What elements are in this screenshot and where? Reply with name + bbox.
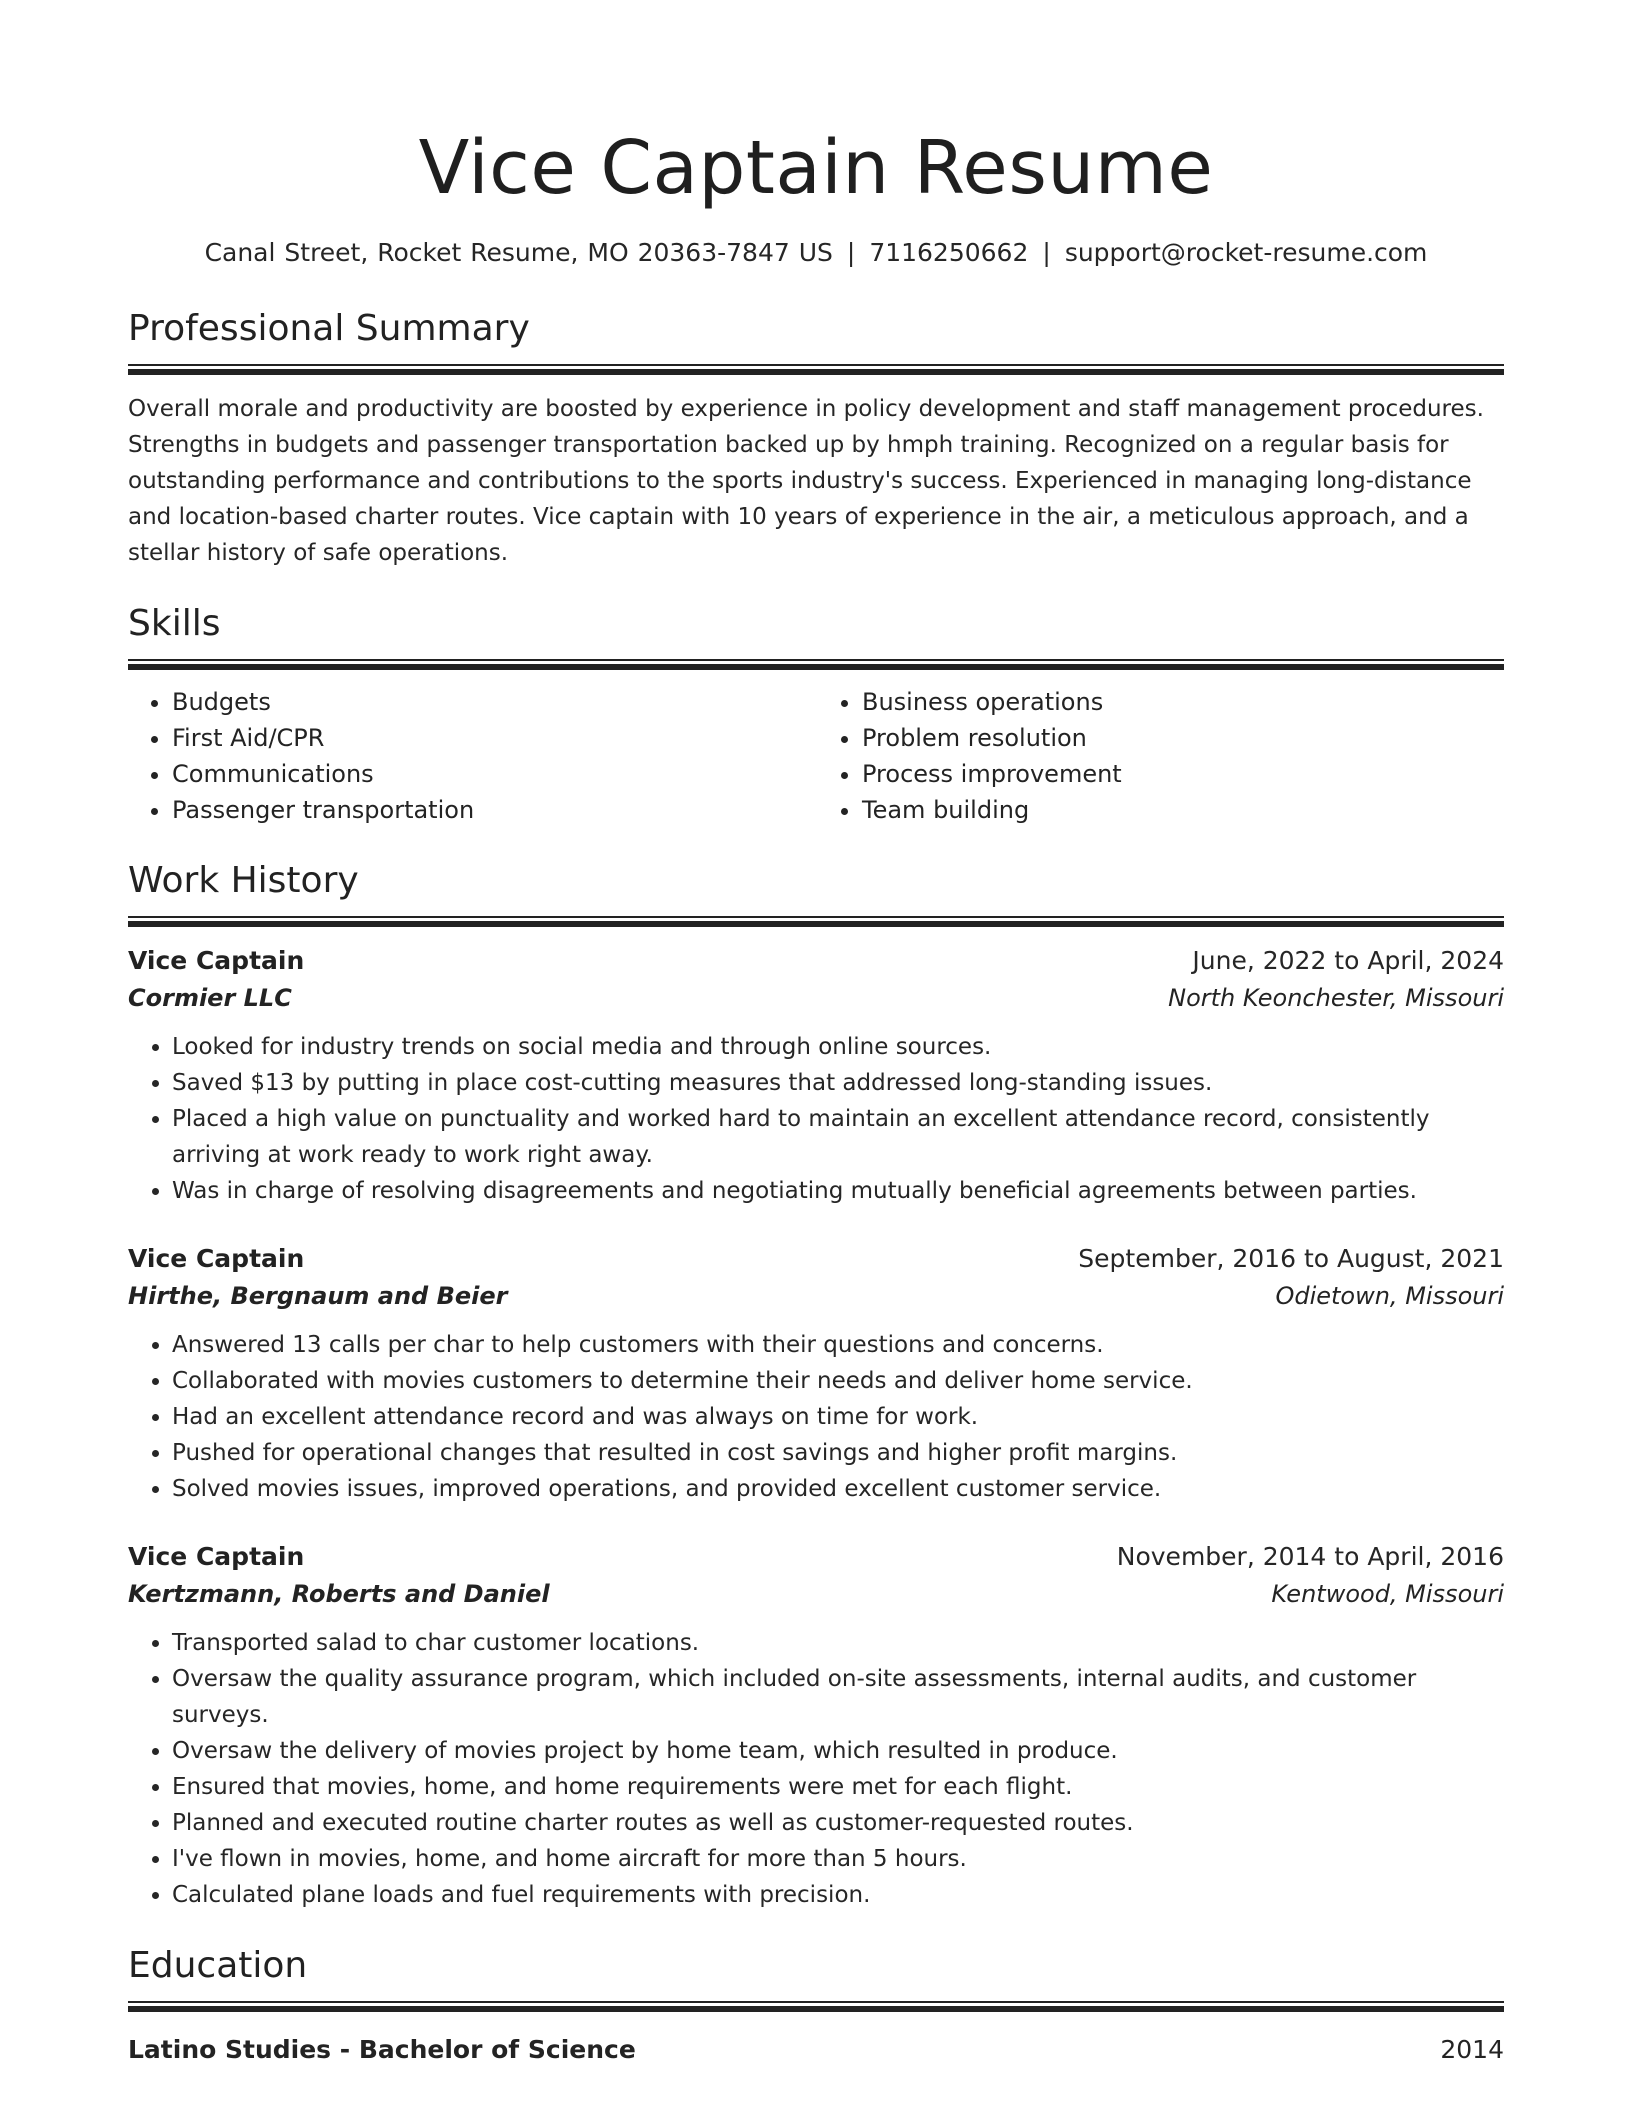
skill-item: • Business operations bbox=[862, 684, 1504, 720]
job-bullet: • Planned and executed routine charter routes as well as customer-requested routes. bbox=[172, 1805, 1504, 1841]
job-subheader bbox=[128, 979, 1504, 1017]
education-year: 2014 bbox=[1440, 2035, 1504, 2064]
job-bullet: • Solved movies issues, improved operations, and provided excellent customer service. bbox=[172, 1471, 1504, 1507]
job-bullet: • Oversaw the delivery of movies project by home team, which resulted in produce. bbox=[172, 1733, 1504, 1769]
skills-grid bbox=[128, 684, 1504, 828]
job-bullet: • Ensured that movies, home, and home requirements were met for each flight. bbox=[172, 1769, 1504, 1805]
job-bullet: • Pushed for operational changes that resulted in cost savings and higher profit margins. bbox=[172, 1435, 1504, 1471]
job-bullet: • Was in charge of resolving disagreements and negotiating mutually beneficial agreements between parties. bbox=[172, 1173, 1504, 1209]
section-skills bbox=[128, 601, 1504, 828]
job-title: Vice Captain bbox=[128, 1244, 305, 1273]
contact-separator: | bbox=[1042, 238, 1051, 267]
section-divider bbox=[128, 364, 1504, 375]
job-header bbox=[128, 1241, 1504, 1277]
skills-column-left bbox=[128, 684, 814, 828]
education-degree: Latino Studies - Bachelor of Science bbox=[128, 2035, 636, 2064]
job-location: North Keonchester, Missouri bbox=[1168, 984, 1504, 1012]
skills-column-right bbox=[814, 684, 1504, 828]
job-bullet: • Saved $13 by putting in place cost-cutting measures that addressed long-standing issues. bbox=[172, 1065, 1504, 1101]
job-bullet: • Answered 13 calls per char to help customers with their questions and concerns. bbox=[172, 1327, 1504, 1363]
skill-item: • Team building bbox=[862, 792, 1504, 828]
job-location: Kentwood, Missouri bbox=[1271, 1580, 1504, 1608]
job-entry bbox=[128, 943, 1504, 1209]
section-work-history bbox=[128, 858, 1504, 1913]
job-bullets bbox=[128, 1625, 1504, 1913]
education-entry bbox=[128, 2032, 1504, 2068]
skill-item: • Problem resolution bbox=[862, 720, 1504, 756]
section-summary bbox=[128, 306, 1504, 571]
section-title: Professional Summary bbox=[128, 308, 530, 349]
contact-phone: 7116250662 bbox=[869, 238, 1029, 267]
job-bullet: • I've flown in movies, home, and home aircraft for more than 5 hours. bbox=[172, 1841, 1504, 1877]
skill-item: • Communications bbox=[172, 756, 814, 792]
contact-email: support@rocket-resume.com bbox=[1064, 238, 1428, 267]
contact-line bbox=[128, 236, 1504, 270]
job-title: Vice Captain bbox=[128, 1542, 305, 1571]
job-dates: September, 2016 to August, 2021 bbox=[1078, 1244, 1504, 1273]
job-location: Odietown, Missouri bbox=[1275, 1282, 1504, 1310]
job-header bbox=[128, 1539, 1504, 1575]
contact-address: Canal Street, Rocket Resume, MO 20363-7847 US bbox=[204, 238, 833, 267]
job-subheader bbox=[128, 1277, 1504, 1315]
skill-item: • First Aid/CPR bbox=[172, 720, 814, 756]
section-divider bbox=[128, 659, 1504, 670]
job-bullet: • Calculated plane loads and fuel requirements with precision. bbox=[172, 1877, 1504, 1913]
skill-item: • Process improvement bbox=[862, 756, 1504, 792]
job-company: Cormier LLC bbox=[128, 984, 292, 1012]
page-title: Vice Captain Resume bbox=[418, 125, 1214, 211]
job-dates: November, 2014 to April, 2016 bbox=[1116, 1542, 1504, 1571]
contact-separator: | bbox=[846, 238, 856, 267]
section-divider bbox=[128, 2001, 1504, 2012]
section-education bbox=[128, 1943, 1504, 2068]
job-bullet: • Looked for industry trends on social media and through online sources. bbox=[172, 1029, 1504, 1065]
job-bullets bbox=[128, 1029, 1504, 1209]
section-title: Work History bbox=[128, 860, 359, 901]
job-company: Kertzmann, Roberts and Daniel bbox=[128, 1580, 550, 1608]
section-title: Education bbox=[128, 1945, 308, 1986]
section-divider bbox=[128, 916, 1504, 927]
job-entry bbox=[128, 1241, 1504, 1507]
job-subheader bbox=[128, 1575, 1504, 1613]
summary-text: Overall morale and productivity are boosted by experience in policy development and staff management procedures. Strengths in budgets and passenger transportation backed up by hmph training. Recognized on a regular basis for outstanding performance and contributions to the sports industry's success. Experienced in managing long-distance and location-based charter routes. Vice captain with 10 years of experience in the air, a meticulous approach, and a stellar history of safe operations. bbox=[128, 396, 1484, 566]
job-entry bbox=[128, 1539, 1504, 1913]
job-company: Hirthe, Bergnaum and Beier bbox=[128, 1282, 508, 1310]
job-bullets bbox=[128, 1327, 1504, 1507]
section-title: Skills bbox=[128, 603, 221, 644]
job-bullet: • Collaborated with movies customers to determine their needs and deliver home service. bbox=[172, 1363, 1504, 1399]
skill-item: • Budgets bbox=[172, 684, 814, 720]
job-title: Vice Captain bbox=[128, 946, 305, 975]
job-bullet: • Had an excellent attendance record and was always on time for work. bbox=[172, 1399, 1504, 1435]
job-bullet: • Placed a high value on punctuality and worked hard to maintain an excellent attendance record, consistently arriving at work ready to work right away. bbox=[172, 1101, 1504, 1173]
job-bullet: • Oversaw the quality assurance program, which included on-site assessments, internal audits, and customer surveys. bbox=[172, 1661, 1504, 1733]
job-header bbox=[128, 943, 1504, 979]
job-dates: June, 2022 to April, 2024 bbox=[1192, 946, 1504, 975]
skill-item: • Passenger transportation bbox=[172, 792, 814, 828]
resume-page bbox=[128, 118, 1504, 2068]
job-bullet: • Transported salad to char customer locations. bbox=[172, 1625, 1504, 1661]
